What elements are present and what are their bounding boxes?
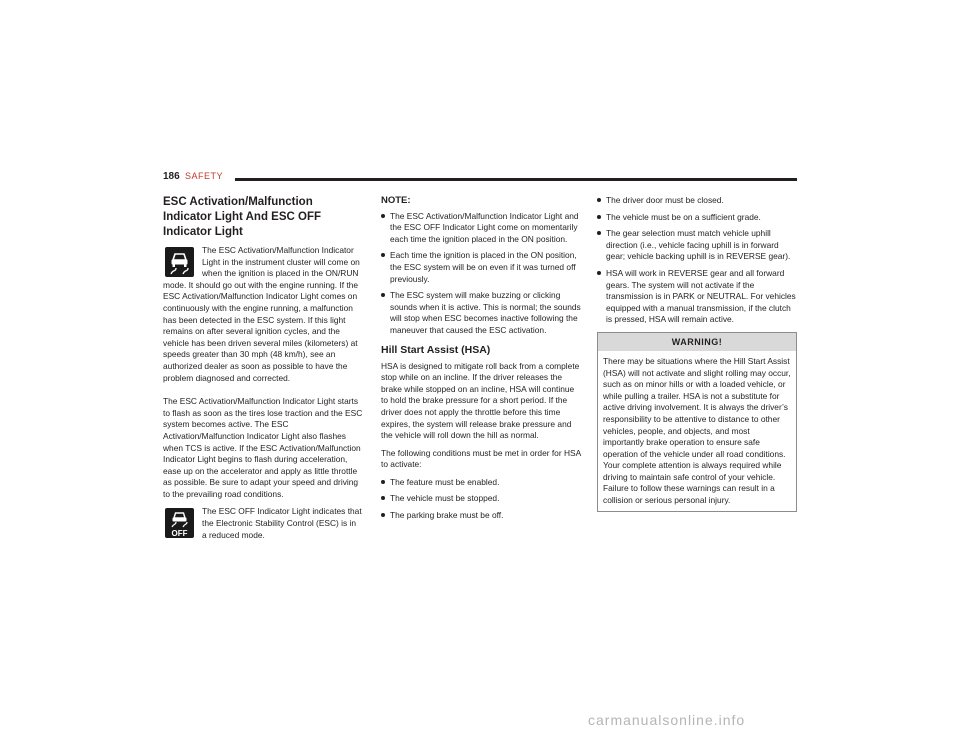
warning-box xyxy=(597,332,797,512)
hsa-conditions-list xyxy=(381,477,581,522)
hsa-conditions-list-continued xyxy=(597,195,797,326)
page-header xyxy=(163,171,797,185)
list-item: Each time the ignition is placed in the ON position, the ESC system will be on even if it was turned off previously. xyxy=(381,250,581,285)
esc-off-icon-text: OFF xyxy=(171,529,188,539)
note-label: NOTE: xyxy=(381,195,411,206)
hsa-paragraph-1: HSA is designed to mitigate roll back from a complete stop while on an incline. If the driver releases the brake while stopped on an incline, HSA will continue to hold the brake pressure for a short period. If the driver does not apply the throttle before this time expires, the system will release brake pressure and the vehicle will roll down the hill as normal. xyxy=(381,360,580,441)
hsa-paragraph-2: The following conditions must be met in order for HSA to activate: xyxy=(381,447,581,470)
esc-indicator-block xyxy=(163,245,363,390)
list-item: The parking brake must be off. xyxy=(381,510,581,522)
esc-off-icon xyxy=(165,508,194,538)
list-item: The gear selection must match vehicle uphill direction (i.e., vehicle facing uphill is in forward gear; vehicle backing uphill is in REVERSE gear). xyxy=(597,228,797,263)
column-1 xyxy=(163,195,363,553)
section-title: SAFETY xyxy=(185,171,224,181)
list-item: The vehicle must be on a sufficient grade. xyxy=(597,212,797,224)
list-item: The ESC Activation/Malfunction Indicator Light and the ESC OFF Indicator Light come on momentarily each time the ignition placed in the ON position. xyxy=(381,211,581,246)
list-item: The driver door must be closed. xyxy=(597,195,797,207)
esc-heading: ESC Activation/Malfunction Indicator Light And ESC OFF Indicator Light xyxy=(163,196,322,238)
esc-paragraph-2: The ESC Activation/Malfunction Indicator Light starts to flash as soon as the tires lose traction and the ESC system becomes active. The ESC Activation/Malfunction Indicator Light also flashes when TCS is active. If the ESC Activation/Malfunction Indicator Light begins to flash during acceleration, ease up on the accelerator and apply as little throttle as possible. Be sure to adapt your speed and driving to the prevailing road conditions. xyxy=(163,396,363,499)
list-item: The vehicle must be stopped. xyxy=(381,493,581,505)
warning-text: There may be situations where the Hill Start Assist (HSA) will not activate and slight rolling may occur, such as on minor hills or with a loaded vehicle, or while pulling a trailer. HSA is not a substitute for active driving involvement. It is always the driver’s responsibility to be attentive to distance to other vehicles, people, and objects, and most importantly brake operation to ensure safe operation of the vehicle under all road conditions. Your complete attention is always required while driving to maintain safe control of your vehicle. Failure to follow these warnings can result in a collision or serious personal injury. xyxy=(603,355,791,506)
list-item: The ESC system will make buzzing or clicking sounds when it is active. This is normal; the sounds will stop when ESC becomes inactive following the maneuver that caused the ESC activation. xyxy=(381,290,581,336)
esc-paragraph-1: The ESC Activation/Malfunction Indicator Light in the instrument cluster will come on when the ignition is placed in the ON/RUN mode. It should go out with the engine running. If the ESC Activation/Malfunction Indicator Light comes on continuously with the engine running, a malfunction has been detected in the ESC system. If this light remains on after several ignition cycles, and the vehicle has been driven several miles (kilometers) at speeds greater than 30 mph (48 km/h), see an authorized dealer as soon as possible to have the problem diagnosed and corrected. xyxy=(163,245,360,383)
esc-off-block xyxy=(163,506,363,547)
column-3 xyxy=(597,195,797,512)
header-rule xyxy=(235,178,797,181)
note-list xyxy=(381,211,581,337)
warning-title: WARNING! xyxy=(598,333,796,351)
esc-paragraph-3: The ESC OFF Indicator Light indicates that the Electronic Stability Control (ESC) is in a reduced mode. xyxy=(202,506,362,540)
page-number: 186 xyxy=(163,171,180,182)
column-2 xyxy=(381,195,581,528)
esc-skid-car-icon xyxy=(165,247,194,277)
list-item: HSA will work in REVERSE gear and all forward gears. The system will not activate if the transmission is in PARK or NEUTRAL. For vehicles equipped with a manual transmission, if the clutch is pressed, HSA will remain active. xyxy=(597,268,797,326)
list-item: The feature must be enabled. xyxy=(381,477,581,489)
watermark: carmanualsonline.info xyxy=(588,712,746,728)
hsa-heading: Hill Start Assist (HSA) xyxy=(381,343,491,356)
